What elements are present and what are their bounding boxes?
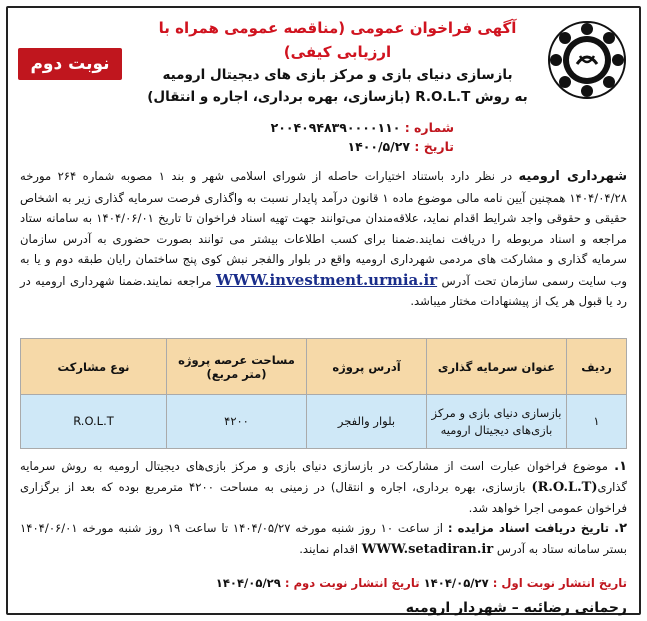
notice-method-line: به روش R.O.L.T (بازسازی، بهره برداری، اجاره و انتقال) xyxy=(147,89,528,105)
project-table xyxy=(20,338,627,449)
setadiran-url-link[interactable]: WWW.setadiran.ir xyxy=(361,542,494,557)
notice-meta xyxy=(271,118,454,156)
table-header-row xyxy=(21,339,627,395)
point-2-text: از ساعت ۱۰ روز شنبه مورخه ۱۴۰۴/۰۵/۲۷ تا ساعت ۱۹ روز شنبه مورخه ۱۴۰۴/۰۶/۰۱ بستر سامانه ستاد به آدرس xyxy=(20,521,627,556)
second-publication-label: تاریخ انتشار نوبت دوم : xyxy=(284,576,420,590)
second-round-badge: نوبت دوم xyxy=(18,48,122,80)
point-1 xyxy=(20,456,627,518)
notice-content xyxy=(18,16,629,616)
investment-url-link[interactable]: WWW.investment.urmia.ir xyxy=(216,270,438,289)
cell-row-number: ۱ xyxy=(567,395,627,449)
table-row xyxy=(21,395,627,449)
first-publication-label: تاریخ انتشار نوبت اول : xyxy=(492,576,627,590)
header-partnership-type: نوع مشارکت xyxy=(21,339,167,395)
first-publication-date: ۱۴۰۴/۰۵/۲۷ xyxy=(419,576,493,590)
notice-titles xyxy=(138,16,537,108)
number-value: ۲۰۰۴۰۹۴۸۳۹۰۰۰۰۱۱۰ xyxy=(270,120,401,135)
cell-investment-title: بازسازی دنیای بازی و مرکز بازی‌های دیجیتال ارومیه xyxy=(427,395,567,449)
header-row-number: ردیف xyxy=(567,339,627,395)
notice-body xyxy=(20,166,627,312)
point-2-number: ۲. xyxy=(614,521,627,536)
notice-header xyxy=(18,16,629,154)
point-2 xyxy=(20,518,627,560)
notice-date-line xyxy=(271,137,454,156)
publication-dates xyxy=(216,576,627,590)
point-2-text-2: اقدام نمایند. xyxy=(299,542,362,556)
second-publication-date: ۱۴۰۴/۰۵/۲۹ xyxy=(215,576,285,590)
date-value: ۱۴۰۰/۵/۲۷ xyxy=(347,139,410,154)
point-1-code: (R.O.L.T) xyxy=(531,480,598,495)
notice-number-line xyxy=(271,118,454,137)
notice-points xyxy=(20,456,627,560)
point-2-label: تاریخ دریافت اسناد مزایده : xyxy=(447,521,615,535)
header-project-address: آدرس پروژه xyxy=(307,339,427,395)
point-1-number: ۱. xyxy=(614,459,627,474)
body-lead: شهرداری ارومیه xyxy=(518,169,627,184)
cell-partnership-type: R.O.L.T xyxy=(21,395,167,449)
mayor-signature: رحمانی رضائیه – شهردار ارومیه xyxy=(405,600,627,616)
header-investment-title: عنوان سرمایه گذاری xyxy=(427,339,567,395)
notice-frame xyxy=(6,6,641,615)
header-project-area: مساحت عرصه پروژه (متر مربع) xyxy=(167,339,307,395)
cell-project-area: ۴۲۰۰ xyxy=(167,395,307,449)
body-text-2: مراجعه نمایند.ضمنا شهرداری ارومیه در رد یا قبول هر یک از پیشنهادات مختار میباشد. xyxy=(20,273,627,308)
number-label: شماره : xyxy=(404,120,454,135)
notice-main-title: آگهی فراخوان عمومی (مناقصه عمومی همراه با ارزیابی کیفی) xyxy=(158,19,517,61)
body-text-1: در نظر دارد باستناد اختیارات حاصله از شورای اسلامی شهر و بند ۱ مصوبه شماره ۲۶۴ مورخه ۱۴۰۴/۰۴/۲۸ همچنین آیین نامه مالی موضوع ماده ۱ قانون درآمد پایدار نسبت به واگذاری فرصت سرمایه گذاری زیر به اشخاص حقیقی و حقوقی واجد شرایط اقدام نماید، علاقه‌مندان می‌توانند جهت تهیه اسناد فراخوان تا تاریخ ۱۴۰۴/۰۶/۰۱ به سامانه ستاد مراجعه و اسناد مربوطه را دریافت نمایند.ضمنا برای کسب اطلاعات بیشتر می توانند بصورت حضوری به آدرس سازمان سرمایه گذاری و مشارکت های مردمی شهرداری ارومیه واقع در بلوار والفجر نبش کوی پنج ساختمان رایان طبقه دوم و یا به وب سایت رسمی سازمان تحت آدرس xyxy=(20,169,628,288)
date-label: تاریخ : xyxy=(414,139,454,154)
cell-project-address: بلوار والفجر xyxy=(307,395,427,449)
notice-subtitle: بازسازی دنیای بازی و مرکز بازی های دیجیتال ارومیه xyxy=(162,67,513,83)
point-1-text: موضوع فراخوان عبارت است از مشارکت در بازسازی دنیای بازی و مرکز بازی‌های دیجیتال ارومیه به روش سرمایه گذاری xyxy=(20,459,627,494)
point-1-text-2: بازسازی، بهره برداری، اجاره و انتقال) در زمینی به مساحت ۴۲۰۰ مترمربع بوده که بعد از برگزاری فراخوان عمومی اجرا خواهد شد. xyxy=(20,480,627,515)
urmia-municipality-logo-icon xyxy=(547,20,627,100)
